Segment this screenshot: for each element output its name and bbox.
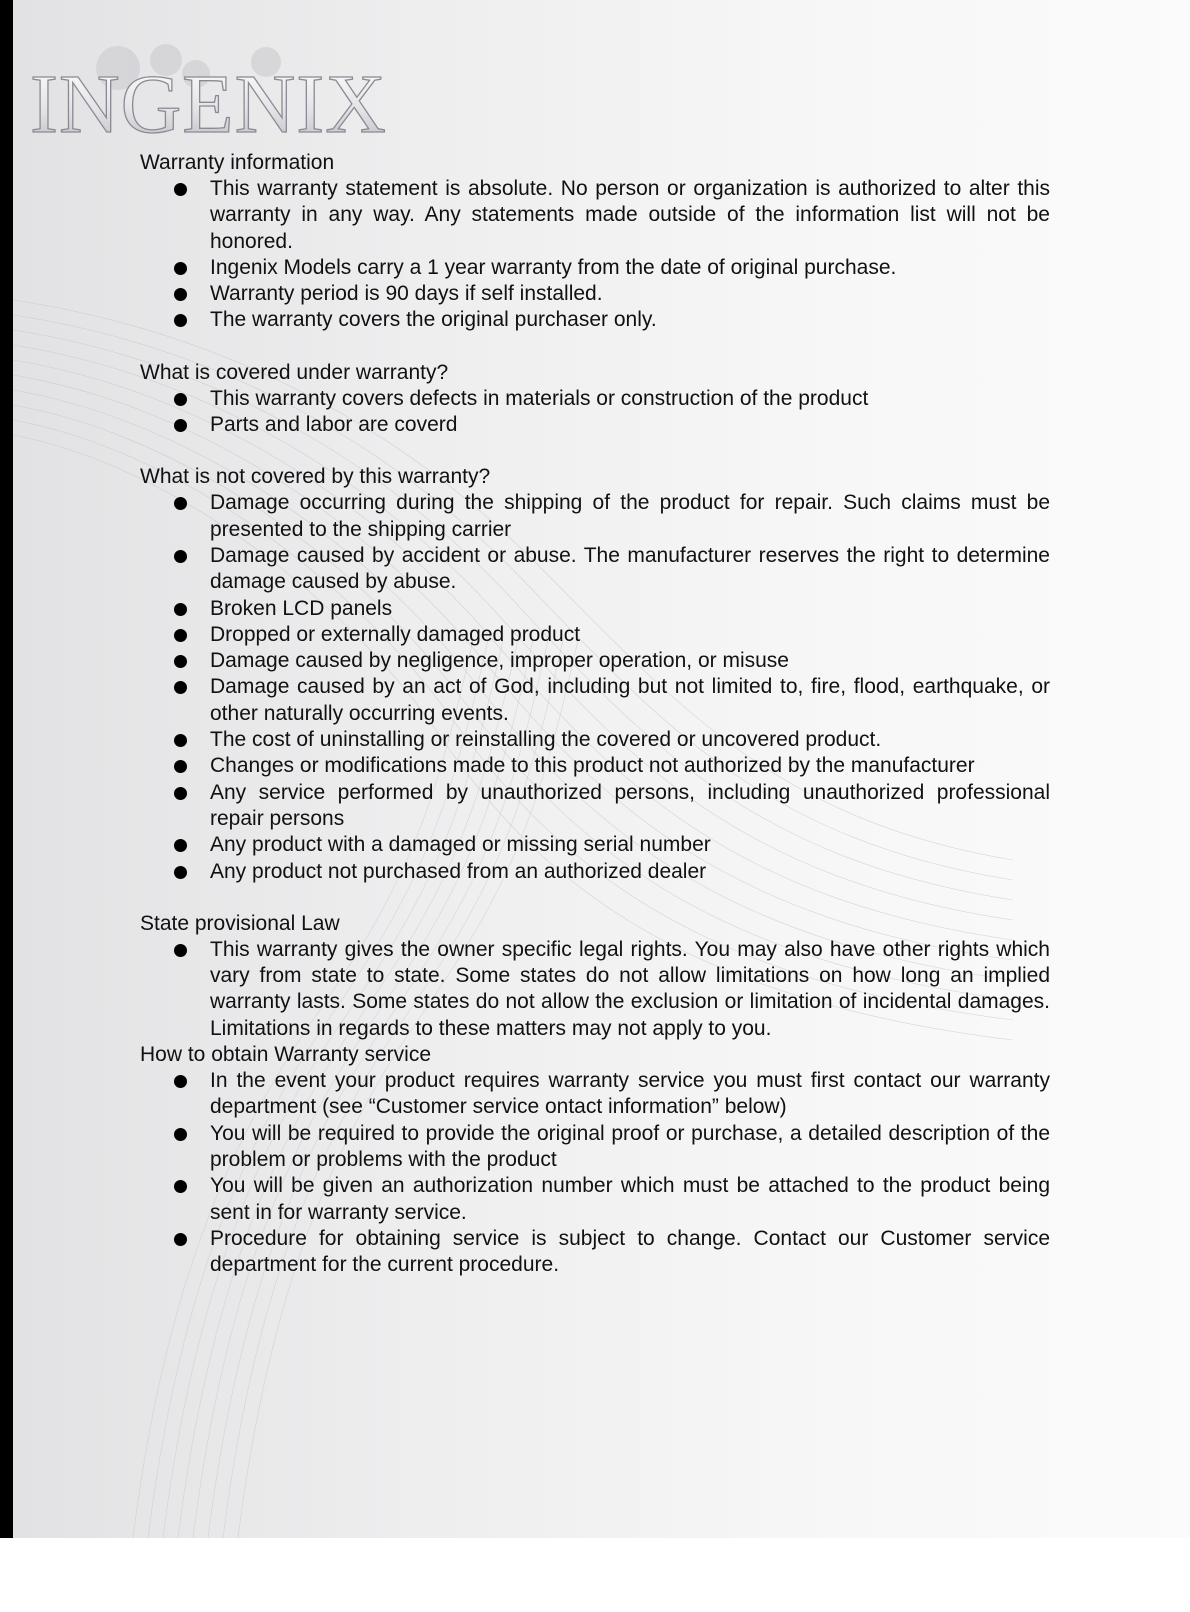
not-covered-list <box>140 490 1050 884</box>
bullet-icon <box>174 1180 187 1193</box>
bullet-icon <box>174 760 187 773</box>
list-item: Dropped or externally damaged product <box>140 622 1050 648</box>
section-title-state-law: State provisional Law <box>140 911 340 935</box>
covered-list <box>140 386 1050 439</box>
list-item: Any product with a damaged or missing serial number <box>140 832 1050 858</box>
bullet-icon <box>174 183 187 196</box>
list-item: Damage caused by negligence, improper operation, or misuse <box>140 648 1050 674</box>
list-item: Parts and labor are coverd <box>140 412 1050 438</box>
bullet-icon <box>174 314 187 327</box>
bullet-icon <box>174 839 187 852</box>
bullet-icon <box>174 866 187 879</box>
svg-text:INGENIX: INGENIX <box>30 58 387 151</box>
list-item: This warranty gives the owner specific legal rights. You may also have other rights which vary from state to state. Some states do not allow limitations on how long an implied warranty lasts. Some states do not allow the exclusion or limitation of incidental damages. Limitations in regards to these matters may not apply to you. <box>140 937 1050 1042</box>
bullet-icon <box>174 787 187 800</box>
list-item: Warranty period is 90 days if self installed. <box>140 281 1050 307</box>
list-item: In the event your product requires warranty service you must first contact our warranty department (see “Customer service ontact information” below) <box>140 1068 1050 1121</box>
list-item: Damage occurring during the shipping of the product for repair. Such claims must be presented to the shipping carrier <box>140 490 1050 543</box>
bullet-icon <box>174 1128 187 1141</box>
section-title-not-covered: What is not covered by this warranty? <box>140 465 491 489</box>
bullet-icon <box>174 1075 187 1088</box>
list-item: You will be given an authorization number which must be attached to the product being sent in for warranty service. <box>140 1173 1050 1226</box>
list-item: Changes or modifications made to this product not authorized by the manufacturer <box>140 753 1050 779</box>
bullet-icon <box>174 262 187 275</box>
warranty-content <box>140 150 1050 1278</box>
ingenix-logo <box>26 40 387 151</box>
state-law-list <box>140 937 1050 1042</box>
list-item: You will be required to provide the original proof or purchase, a detailed description of the problem or problems with the product <box>140 1121 1050 1174</box>
warranty-information-list <box>140 176 1050 334</box>
list-item: The warranty covers the original purchaser only. <box>140 307 1050 333</box>
bullet-icon <box>174 393 187 406</box>
section-title-obtain-service: How to obtain Warranty service <box>140 1043 431 1067</box>
list-item: Procedure for obtaining service is subject to change. Contact our Customer service department for the current procedure. <box>140 1226 1050 1279</box>
bullet-icon <box>174 734 187 747</box>
bullet-icon <box>174 1233 187 1246</box>
bullet-icon <box>174 288 187 301</box>
bullet-icon <box>174 944 187 957</box>
section-title-covered: What is covered under warranty? <box>140 360 449 384</box>
list-item: Damage caused by an act of God, including but not limited to, fire, flood, earthquake, or other naturally occurring events. <box>140 674 1050 727</box>
list-item: Broken LCD panels <box>140 596 1050 622</box>
bullet-icon <box>174 550 187 563</box>
list-item: Ingenix Models carry a 1 year warranty from the date of original purchase. <box>140 255 1050 281</box>
obtain-service-list <box>140 1068 1050 1278</box>
bullet-icon <box>174 655 187 668</box>
list-item: This warranty statement is absolute. No person or organization is authorized to alter this warranty in any way. Any statements made outside of the information list will not be honored. <box>140 176 1050 255</box>
section-title-warranty-information: Warranty information <box>140 151 335 174</box>
bullet-icon <box>174 419 187 432</box>
list-item: Damage caused by accident or abuse. The manufacturer reserves the right to determine damage caused by abuse. <box>140 543 1050 596</box>
bullet-icon <box>174 603 187 616</box>
list-item: This warranty covers defects in materials or construction of the product <box>140 386 1050 412</box>
bullet-icon <box>174 497 187 510</box>
left-black-border <box>0 0 13 1538</box>
list-item: Any product not purchased from an authorized dealer <box>140 859 1050 885</box>
bullet-icon <box>174 681 187 694</box>
list-item: Any service performed by unauthorized persons, including unauthorized professional repair persons <box>140 780 1050 833</box>
bullet-icon <box>174 629 187 642</box>
list-item: The cost of uninstalling or reinstalling the covered or uncovered product. <box>140 727 1050 753</box>
